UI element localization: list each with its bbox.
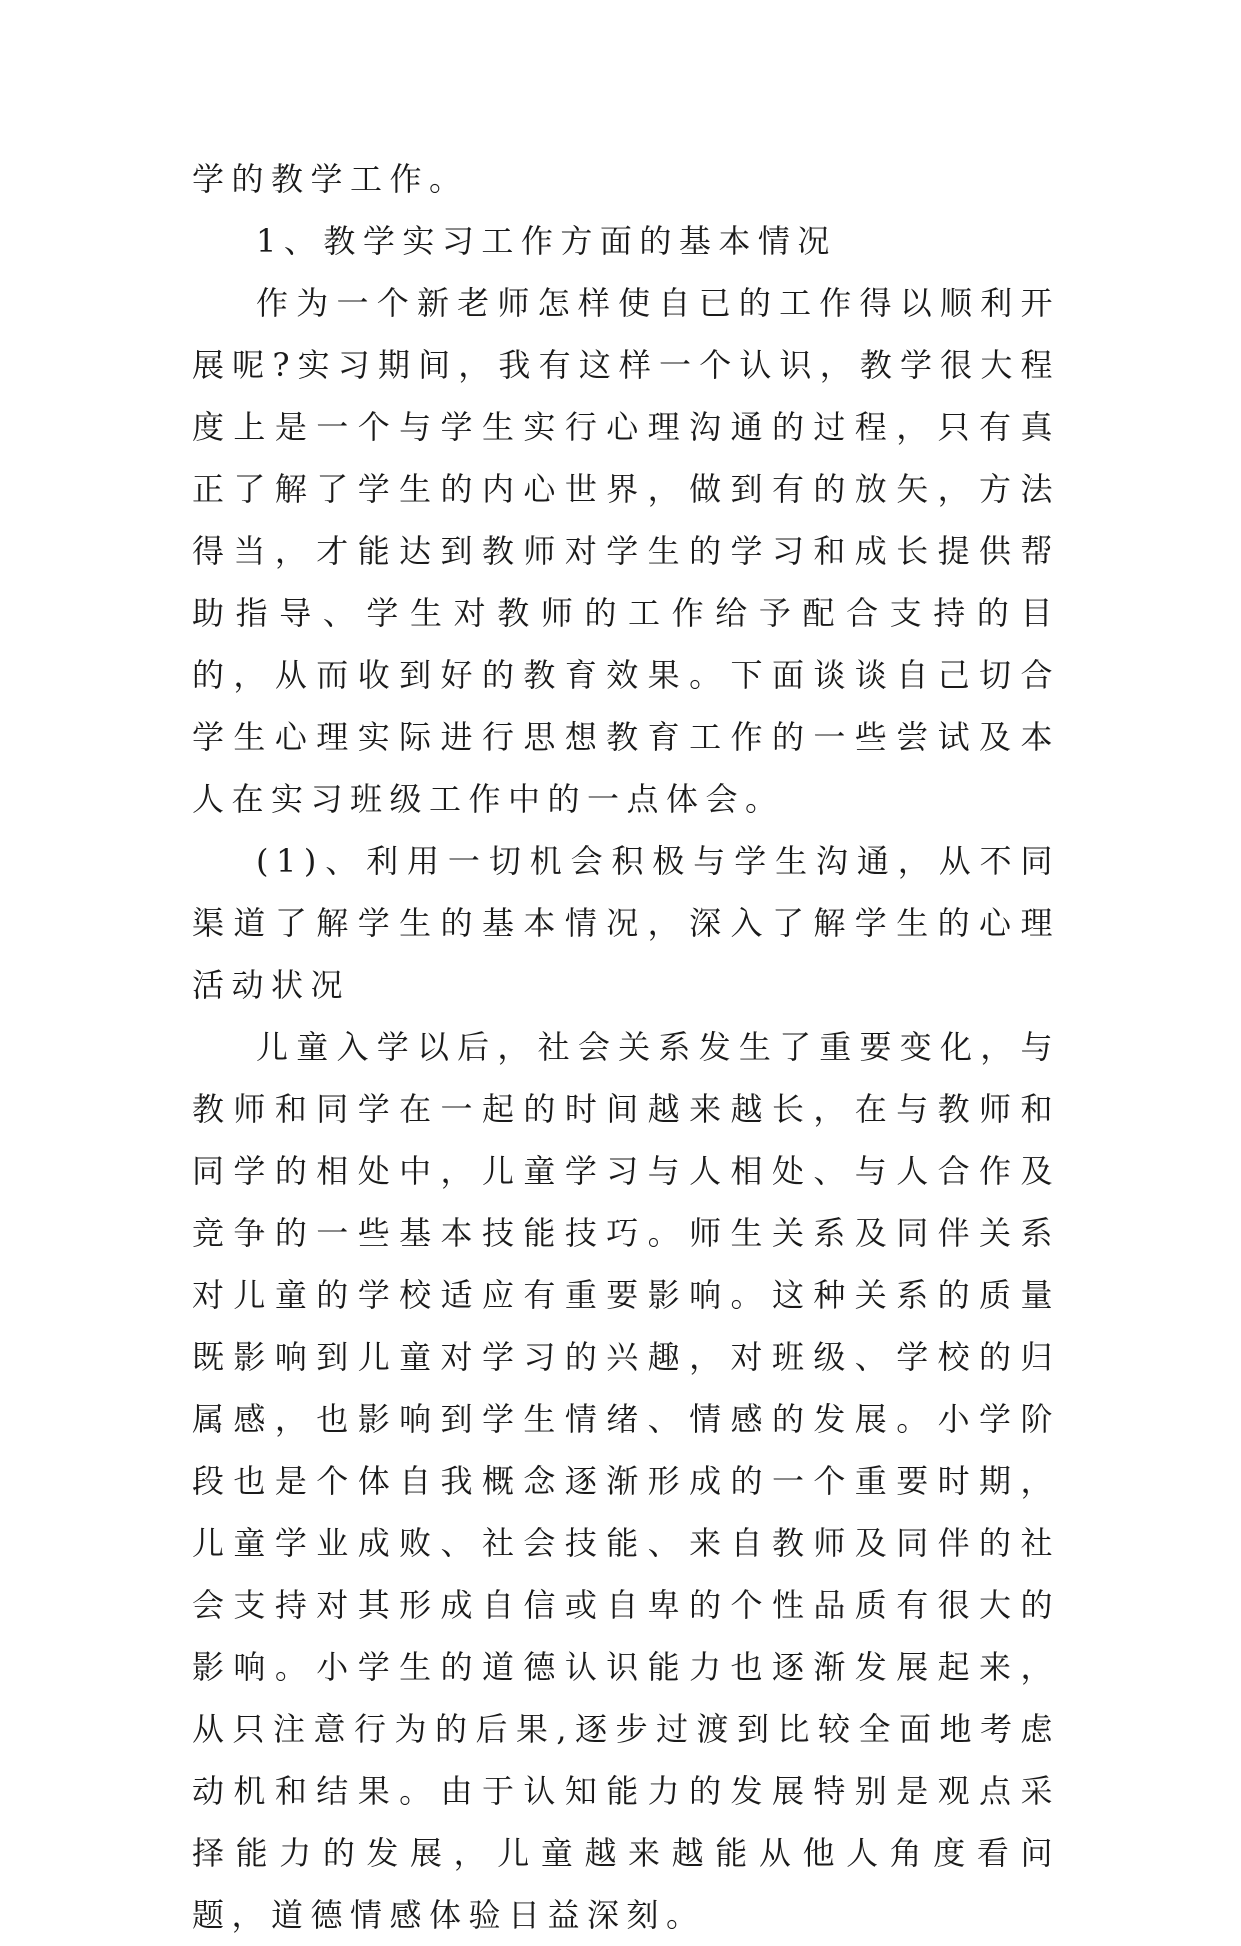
paragraph-continuation: 学的教学工作。 — [192, 160, 469, 198]
document-body — [192, 148, 1060, 1946]
paragraph: 儿童入学以后，社会关系发生了重要变化，与教师和同学在一起的时间越来越长，在与教师和同学的相处中，儿童学习与人相处、与人合作及竞争的一些基本技能技巧。师生关系及同伴关系对儿童的学校适应有重要影响。这种关系的质量既影响到儿童对学习的兴趣，对班级、学校的归属感，也影响到学生情绪、情感的发展。小学阶段也是个体自我概念逐渐形成的一个重要时期，儿童学业成败、社会技能、来自教师及同伴的社会支持对其形成自信或自卑的个性品质有很大的影响。小学生的道德认识能力也逐渐发展起来，从只注意行为的后果,逐步过渡到比较全面地考虑动机和结果。由于认知能力的发展特别是观点采择能力的发展，儿童越来越能从他人角度看问题，道德情感体验日益深刻。 — [192, 1028, 1060, 1934]
paragraph: 作为一个新老师怎样使自已的工作得以顺利开展呢?实习期间，我有这样一个认识，教学很大程度上是一个与学生实行心理沟通的过程，只有真正了解了学生的内心世界，做到有的放矢，方法得当，才能达到教师对学生的学习和成长提供帮助指导、学生对教师的工作给予配合支持的目的，从而收到好的教育效果。下面谈谈自己切合学生心理实际进行思想教育工作的一些尝试及本人在实习班级工作中的一点体会。 — [192, 284, 1060, 818]
subsection-heading: (1)、利用一切机会积极与学生沟通，从不同渠道了解学生的基本情况，深入了解学生的心理活动状况 — [192, 842, 1060, 1004]
section-heading: 1、教学实习工作方面的基本情况 — [256, 222, 837, 260]
